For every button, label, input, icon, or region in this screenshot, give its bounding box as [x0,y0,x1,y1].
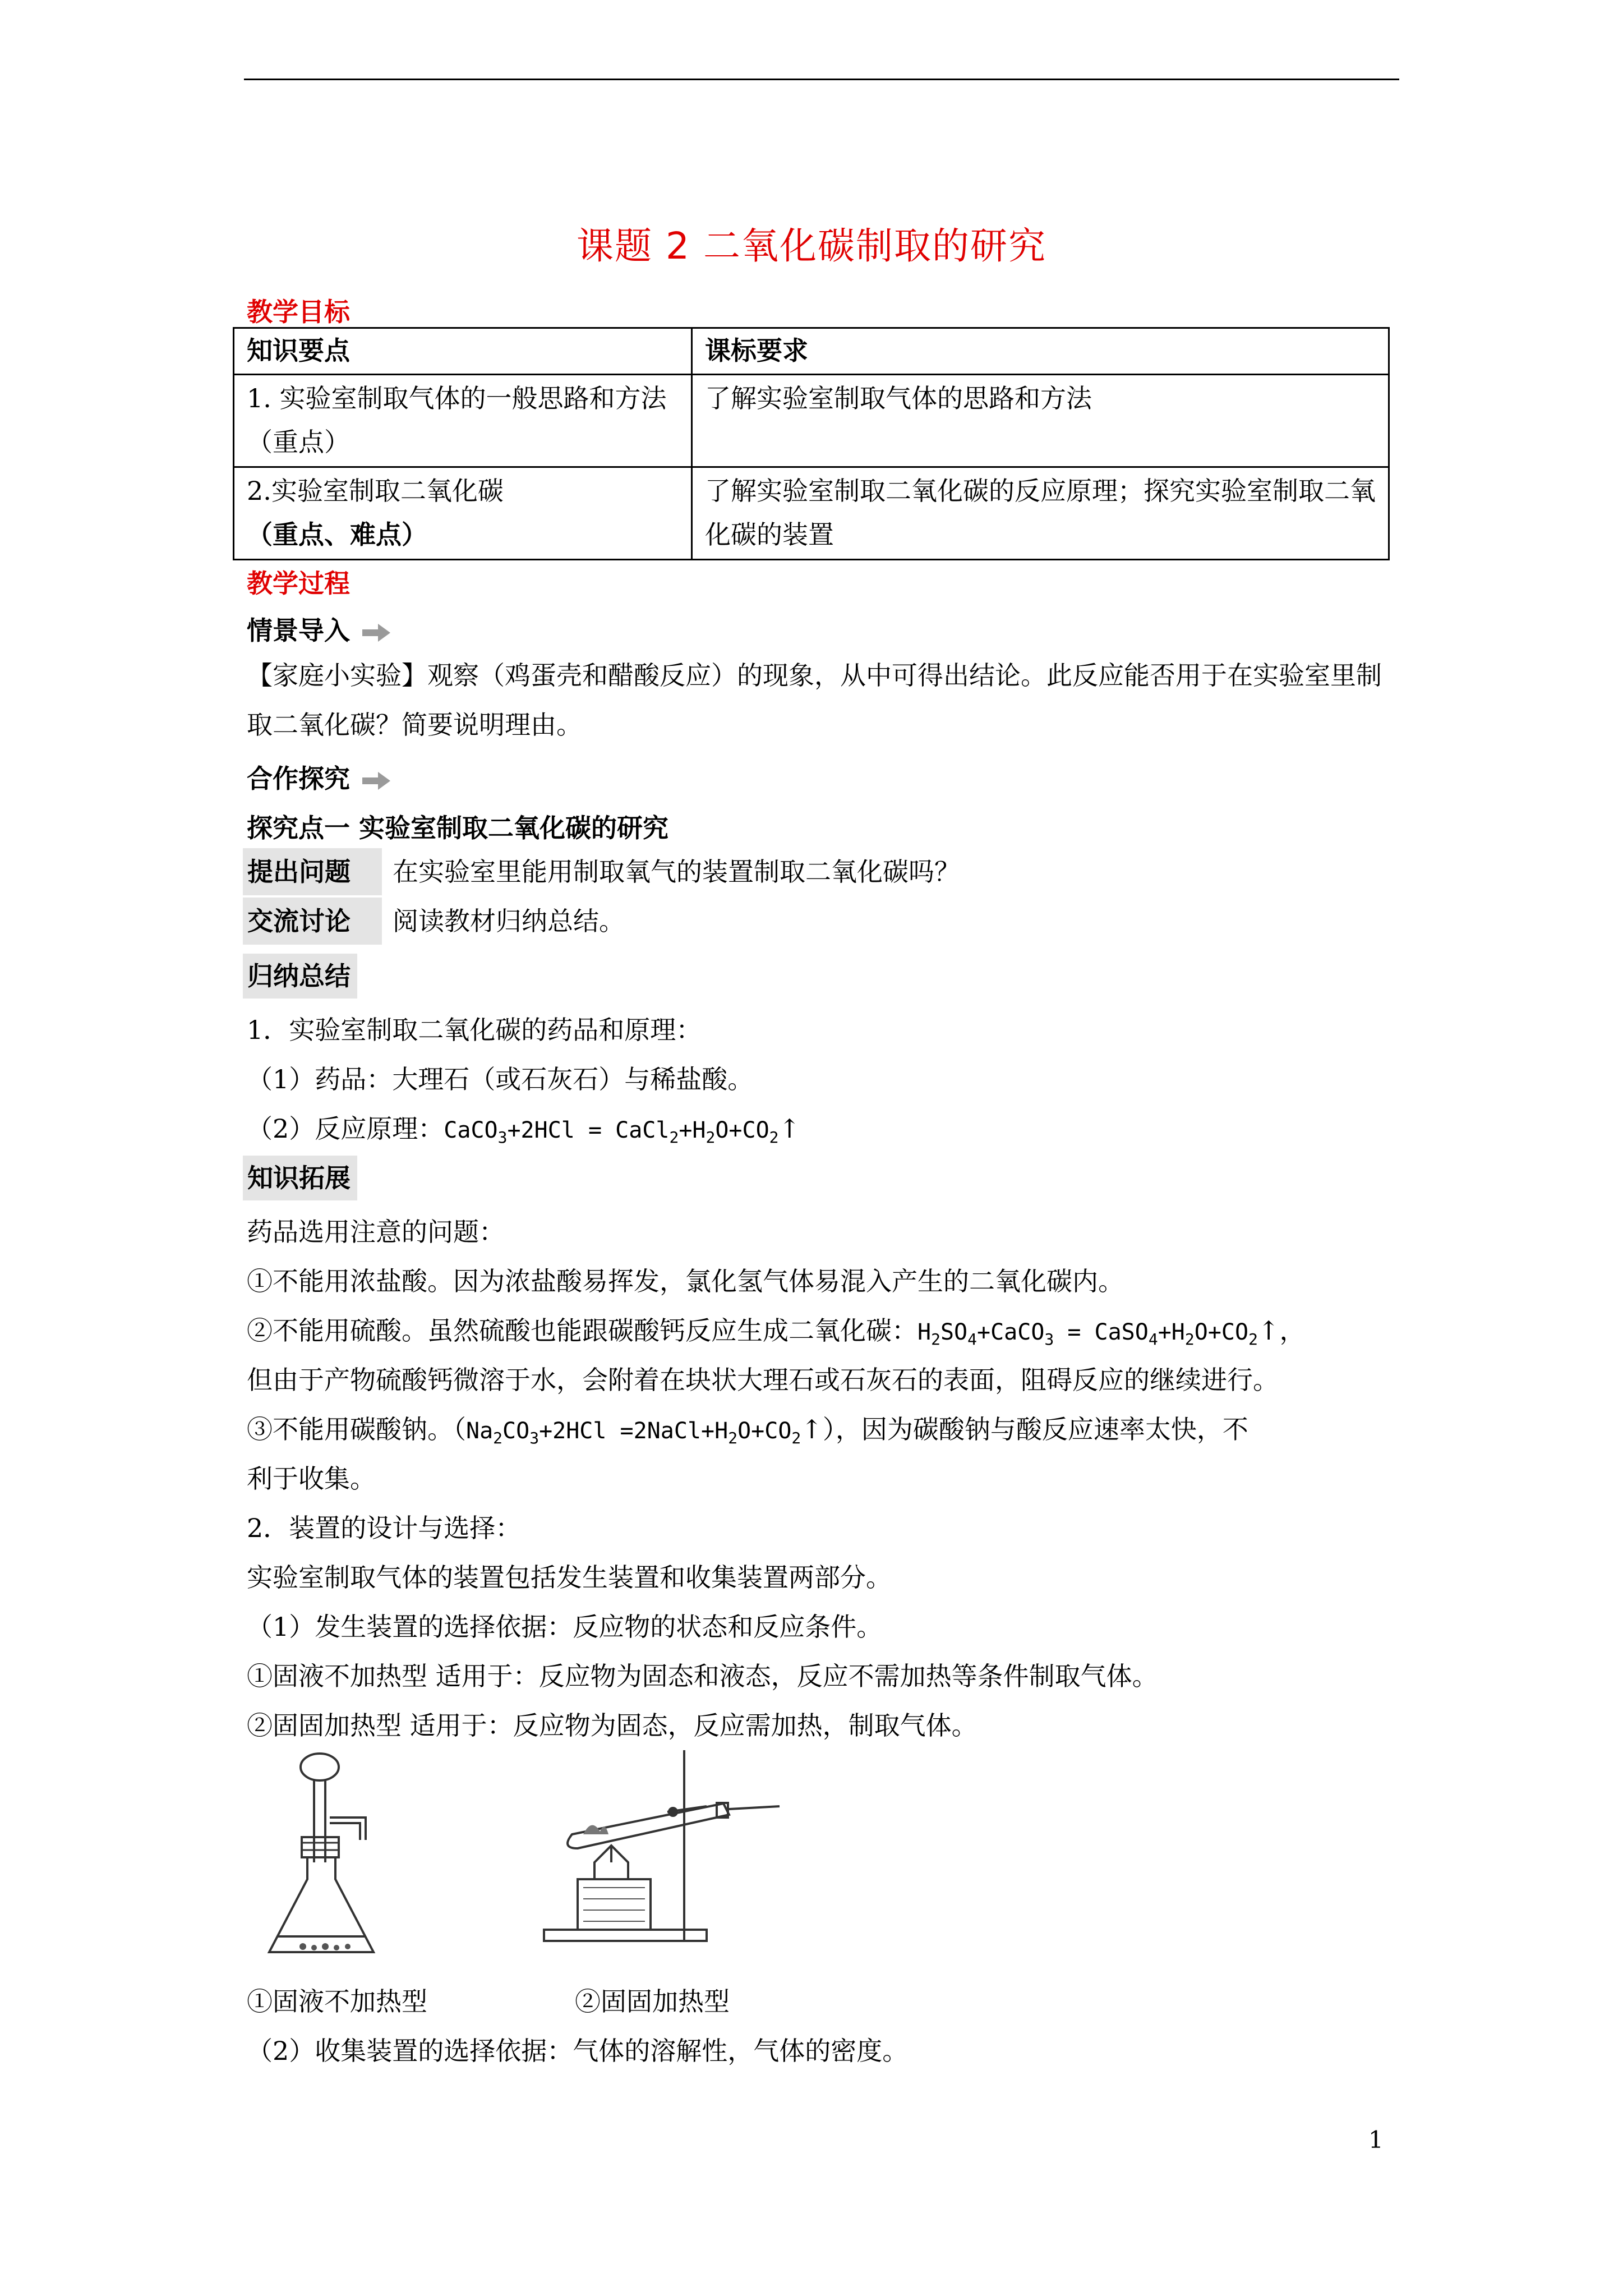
principle-prefix: （2）反应原理： [247,1114,444,1144]
table-cell-text: 2.实验室制取二氧化碳 [247,476,504,506]
explore-point-heading: 探究点一 实验室制取二氧化碳的研究 [247,813,669,843]
summary-label: 归纳总结 [243,954,357,999]
solid-liquid-apparatus-figure [264,1750,387,1963]
table-cell-bold: （重点、难点） [247,519,427,550]
table-cell: 了解实验室制取气体的思路和方法 [692,375,1389,467]
note-3-prefix: ③不能用碳酸钠。（ [247,1414,466,1444]
solid-heating-apparatus-figure [538,1750,791,1952]
principle-line [247,1108,800,1147]
teaching-goals-heading: 教学目标 [247,297,350,327]
type-2-description: ②固固加热型 适用于：反应物为固态，反应需加热，制取气体。 [247,1710,978,1741]
generation-basis: （1）发生装置的选择依据：反应物的状态和反应条件。 [247,1612,883,1642]
note-3-suffix: ），因为碳酸钠与酸反应速率太快，不 [822,1414,1248,1444]
principle-equation: CaCO$_3$+2HCl = $CaCl_2+H_2O+CO_2$ [444,1117,779,1147]
table-cell: 1. 实验室制取气体的一般思路和方法（重点） [234,375,692,467]
figure-caption-1: ①固液不加热型 [247,1986,427,2017]
gas-arrow-icon: ↑ [778,1114,801,1144]
note-2-prefix: ②不能用硫酸。虽然硫酸也能跟碳酸钙反应生成二氧化碳： [247,1315,917,1346]
device-intro: 实验室制取气体的装置包括发生装置和收集装置两部分。 [247,1562,892,1593]
note-1: ①不能用浓盐酸。因为浓盐酸易挥发，氯化氢气体易混入产生的二氧化碳内。 [247,1266,1124,1296]
type-1-description: ①固液不加热型 适用于：反应物为固态和液态，反应不需加热等条件制取气体。 [247,1661,1158,1691]
intro-paragraph: 【家庭小实验】观察（鸡蛋壳和醋酸反应）的现象，从中可得出结论。此反应能否用于在实验室里制取二氧化碳？简要说明理由。 [247,660,1382,740]
note-3-equation: $Na_2CO_3+2HCl$ $=2NaCl+H_2O+CO_2$ [466,1418,801,1447]
page-number: 1 [1368,2126,1384,2154]
discuss-text: 阅读教材归纳总结。 [393,906,625,936]
drugs-line: （1）药品：大理石（或石灰石）与稀盐酸。 [247,1064,754,1094]
note-intro: 药品选用注意的问题： [247,1217,505,1247]
note-2-equation: $H_2SO_4+CaCO_3$ = $CaSO_4+H_2O+CO_2$ [917,1319,1258,1349]
table-row [234,467,1389,560]
arrow-right-icon [362,623,391,643]
question-label: 提出问题 [243,848,382,895]
note-3 [247,1409,1248,1447]
device-heading: 2．装置的设计与选择： [247,1513,522,1543]
header-rule [244,79,1399,80]
table-header-cell: 课标要求 [692,328,1389,375]
goals-table [233,327,1390,560]
note-2-cont: 但由于产物硫酸钙微溶于水，会附着在块状大理石或石灰石的表面，阻碍反应的继续进行。 [247,1365,1279,1395]
page-title: 课题 2 二氧化碳制取的研究 [577,224,1046,268]
intro-heading [247,610,391,647]
summary-item-1: 1．实验室制取二氧化碳的药品和原理： [247,1015,702,1045]
note-3-cont: 利于收集。 [247,1464,376,1494]
coop-heading-label: 合作探究 [247,763,350,794]
question-text: 在实验室里能用制取氧气的装置制取二氧化碳吗？ [393,857,960,887]
figure-caption-2: ②固固加热型 [575,1986,730,2017]
intro-heading-label: 情景导入 [247,615,350,646]
table-cell [234,467,692,560]
table-header-cell: 知识要点 [234,328,692,375]
arrow-right-icon [362,771,391,791]
note-2 [247,1310,1305,1349]
table-header-row [234,328,1389,375]
discuss-label: 交流讨论 [243,898,382,945]
extend-label: 知识拓展 [243,1156,357,1200]
teaching-process-heading: 教学过程 [247,568,350,599]
coop-heading [247,758,391,795]
gas-arrow-icon: ↑， [1257,1315,1306,1346]
table-cell: 了解实验室制取二氧化碳的反应原理；探究实验室制取二氧化碳的装置 [692,467,1389,560]
gas-arrow-icon: ↑ [801,1414,823,1444]
collection-basis: （2）收集装置的选择依据：气体的溶解性，气体的密度。 [247,2036,909,2066]
table-row [234,375,1389,467]
